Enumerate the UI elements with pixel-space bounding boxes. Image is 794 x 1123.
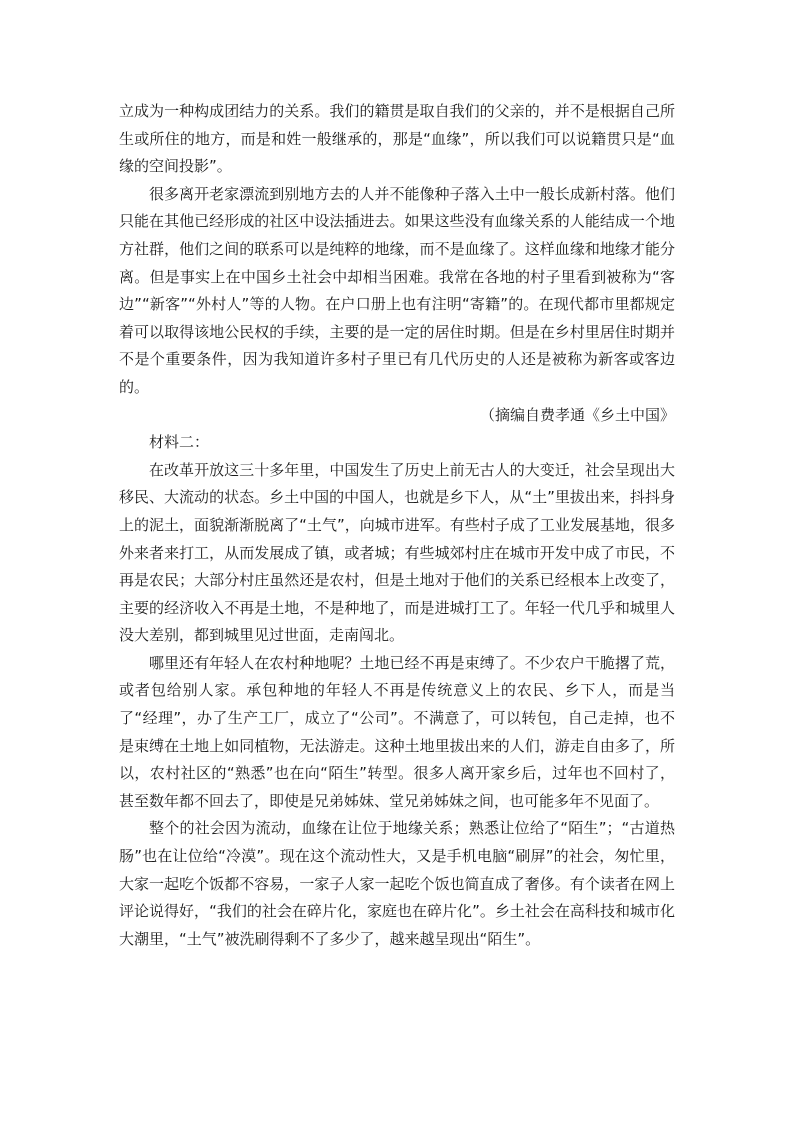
material-two-heading: 材料二： [149, 433, 210, 452]
paragraph-reform: 在改革开放这三十多年里，中国发生了历史上前无古人的大变迁，社会呈现出大移民、大流动的状态。乡土中国的中国人，也就是乡下人，从“土”里拔出来，抖抖身上的泥土，面貌渐渐脱离了“土气”，向城市进军。有些村子成了工业发展基地，很多外来者来打工，从而发展成了镇，或者城；有些城郊村庄在城市开发中成了市民，不再是农民；大部分村庄虽然还是农村，但是土地对于他们的关系已经根本上改变了，主要的经济收入不再是土地，不是种地了，而是进城打工了。年轻一代几乎和城里人没大差别，都到城里见过世面，走南闯北。 [119, 460, 675, 645]
paragraph-young-people: 哪里还有年轻人在农村种地呢？土地已经不再是束缚了。不少农户干脆撂了荒，或者包给别人家。承包种地的年轻人不再是传统意义上的农民、乡下人，而是当了“经理”，办了生产工厂，成立了“公司”。不满意了，可以转包，自己走掉，也不是束缚在土地上如同植物，无法游走。这种土地里拔出来的人们，游走自由多了，所以，农村社区的“熟悉”也在向“陌生”转型。很多人离开家乡后，过年也不回村了，甚至数年都不回去了，即使是兄弟姊妹、堂兄弟姊妹之间，也可能多年不见面了。 [119, 653, 675, 810]
paragraph-society-flow: 整个的社会因为流动，血缘在让位于地缘关系；熟悉让位给了“陌生”；“古道热肠”也在让位给“冷漠”。现在这个流动性大，又是手机电脑“刷屏”的社会，匆忙里，大家一起吃个饭都不容易，一家子人家一起吃个饭也简直成了奢侈。有个读者在网上评论说得好，“我们的社会在碎片化，家庭也在碎片化”。乡土社会在高科技和城市化大潮里，“土气”被洗刷得剩不了多少了，越来越呈现出“陌生”。 [119, 819, 675, 948]
paragraph-migration: 很多离开老家漂流到别地方去的人并不能像种子落入土中一般长成新村落。他们只能在其他已经形成的社区中设法插进去。如果这些没有血缘关系的人能结成一个地方社群，他们之间的联系可以是纯粹的地缘，而不是血缘了。这样血缘和地缘才能分离。但是事实上在中国乡土社会中却相当困难。我常在各地的村子里看到被称为“客边”“新客”“外村人”等的人物。在户口册上也有注明“寄籍”的。在现代都市里都规定着可以取得该地公民权的手续，主要的是一定的居住时期。但是在乡村里居住时期并不是个重要条件，因为我知道许多村子里已有几代历史的人还是被称为新客或客边的。 [119, 184, 675, 396]
document-page [119, 98, 675, 953]
source-citation: （摘编自费孝通《乡土中国》 [479, 405, 675, 424]
paragraph-continued: 立成为一种构成团结力的关系。我们的籍贯是取自我们的父亲的，并不是根据自己所生或所住的地方，而是和姓一般继承的，那是“血缘”，所以我们可以说籍贯只是“血缘的空间投影”。 [119, 102, 675, 176]
